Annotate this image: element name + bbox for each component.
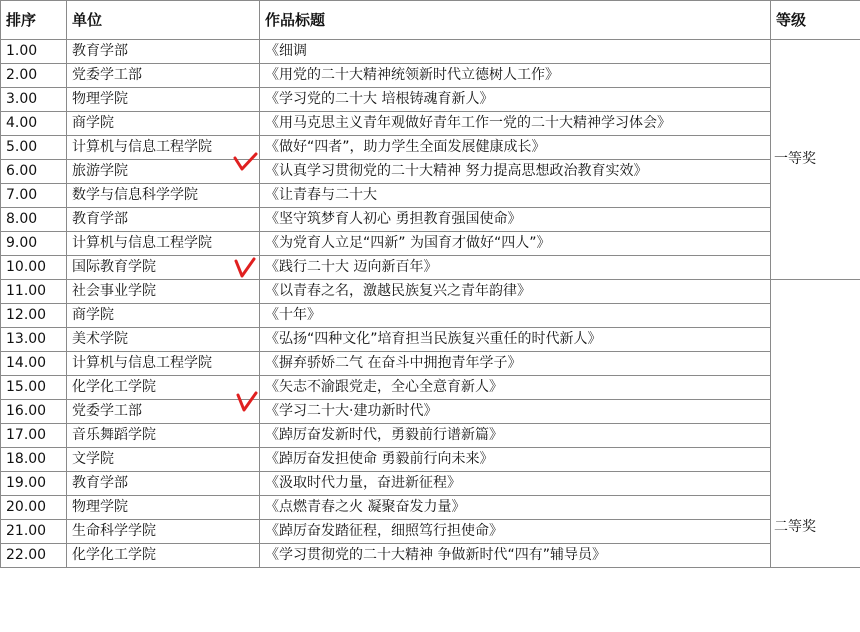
- unit-cell: 数学与信息科学学院: [67, 184, 260, 208]
- grade-first-prize: 一等奖: [771, 40, 860, 280]
- title-cell: 《为党育人立足“四新” 为国育才做好“四人”》: [260, 232, 771, 256]
- title-cell: 《踔厉奋发担使命 勇毅前行向未来》: [260, 448, 771, 472]
- title-cell: 《矢志不渝跟党走，全心全意育新人》: [260, 376, 771, 400]
- header-rank: 排序: [1, 1, 67, 40]
- rank-cell: 5.00: [1, 136, 67, 160]
- unit-cell: 旅游学院: [67, 160, 260, 184]
- unit-cell: 化学化工学院: [67, 544, 260, 568]
- rank-cell: 2.00: [1, 64, 67, 88]
- unit-cell: 商学院: [67, 304, 260, 328]
- unit-cell: 国际教育学院: [67, 256, 260, 280]
- rank-cell: 15.00: [1, 376, 67, 400]
- table-row: [1, 232, 860, 256]
- title-cell: 《弘扬“四种文化”培育担当民族复兴重任的时代新人》: [260, 328, 771, 352]
- header-unit: 单位: [67, 1, 260, 40]
- rank-cell: 13.00: [1, 328, 67, 352]
- unit-cell: 计算机与信息工程学院: [67, 136, 260, 160]
- unit-cell: 教育学部: [67, 208, 260, 232]
- table-row: [1, 376, 860, 400]
- rank-cell: 21.00: [1, 520, 67, 544]
- title-cell: 《学习党的二十大 培根铸魂育新人》: [260, 88, 771, 112]
- unit-cell: 生命科学学院: [67, 520, 260, 544]
- rank-cell: 18.00: [1, 448, 67, 472]
- table-row: [1, 208, 860, 232]
- title-cell: 《让青春与二十大: [260, 184, 771, 208]
- rank-cell: 12.00: [1, 304, 67, 328]
- rank-cell: 17.00: [1, 424, 67, 448]
- unit-cell: 计算机与信息工程学院: [67, 352, 260, 376]
- unit-cell: 化学化工学院: [67, 376, 260, 400]
- unit-cell: 教育学部: [67, 40, 260, 64]
- table-row: [1, 256, 860, 280]
- title-cell: 《细调: [260, 40, 771, 64]
- header-grade: 等级: [771, 1, 860, 40]
- rank-cell: 10.00: [1, 256, 67, 280]
- title-cell: 《认真学习贯彻党的二十大精神 努力提高思想政治教育实效》: [260, 160, 771, 184]
- table-row: [1, 328, 860, 352]
- rank-cell: 4.00: [1, 112, 67, 136]
- table-body: [1, 40, 860, 568]
- rank-cell: 6.00: [1, 160, 67, 184]
- rank-cell: 9.00: [1, 232, 67, 256]
- table-row: [1, 280, 860, 304]
- table-row: [1, 64, 860, 88]
- table-row: [1, 352, 860, 376]
- title-cell: 《践行二十大 迈向新百年》: [260, 256, 771, 280]
- unit-cell: 物理学院: [67, 88, 260, 112]
- unit-cell: 商学院: [67, 112, 260, 136]
- title-cell: 《十年》: [260, 304, 771, 328]
- unit-cell: 美术学院: [67, 328, 260, 352]
- unit-cell: 社会事业学院: [67, 280, 260, 304]
- title-cell: 《踔厉奋发踏征程，细照笃行担使命》: [260, 520, 771, 544]
- unit-cell: 物理学院: [67, 496, 260, 520]
- header-title: 作品标题: [260, 1, 771, 40]
- header-row: [1, 1, 860, 40]
- table-row: [1, 112, 860, 136]
- table-row: [1, 304, 860, 328]
- grade-second-prize: 二等奖: [771, 280, 860, 568]
- unit-cell: 教育学部: [67, 472, 260, 496]
- title-cell: 《摒弃骄娇二气 在奋斗中拥抱青年学子》: [260, 352, 771, 376]
- table-row: [1, 40, 860, 64]
- unit-cell: 党委学工部: [67, 400, 260, 424]
- rank-cell: 22.00: [1, 544, 67, 568]
- title-cell: 《学习贯彻党的二十大精神 争做新时代“四有”辅导员》: [260, 544, 771, 568]
- table-row: [1, 184, 860, 208]
- title-cell: 《点燃青春之火 凝聚奋发力量》: [260, 496, 771, 520]
- unit-cell: 音乐舞蹈学院: [67, 424, 260, 448]
- rank-cell: 8.00: [1, 208, 67, 232]
- unit-cell: 文学院: [67, 448, 260, 472]
- unit-cell: 计算机与信息工程学院: [67, 232, 260, 256]
- table-row: [1, 544, 860, 568]
- table-row: [1, 424, 860, 448]
- table-row: [1, 136, 860, 160]
- title-cell: 《汲取时代力量，奋进新征程》: [260, 472, 771, 496]
- rank-cell: 1.00: [1, 40, 67, 64]
- rank-cell: 20.00: [1, 496, 67, 520]
- table-row: [1, 400, 860, 424]
- table-row: [1, 448, 860, 472]
- table-row: [1, 520, 860, 544]
- rank-cell: 16.00: [1, 400, 67, 424]
- table-row: [1, 472, 860, 496]
- table-row: [1, 160, 860, 184]
- title-cell: 《以青春之名，激越民族复兴之青年韵律》: [260, 280, 771, 304]
- title-cell: 《坚守筑梦育人初心 勇担教育强国使命》: [260, 208, 771, 232]
- title-cell: 《做好“四者”，助力学生全面发展健康成长》: [260, 136, 771, 160]
- rank-cell: 11.00: [1, 280, 67, 304]
- unit-cell: 党委学工部: [67, 64, 260, 88]
- rank-cell: 7.00: [1, 184, 67, 208]
- table-row: [1, 496, 860, 520]
- title-cell: 《踔厉奋发新时代，勇毅前行谱新篇》: [260, 424, 771, 448]
- title-cell: 《学习二十大·建功新时代》: [260, 400, 771, 424]
- table-row: [1, 88, 860, 112]
- title-cell: 《用党的二十大精神统领新时代立德树人工作》: [260, 64, 771, 88]
- rank-cell: 3.00: [1, 88, 67, 112]
- rank-cell: 19.00: [1, 472, 67, 496]
- title-cell: 《用马克思主义青年观做好青年工作一党的二十大精神学习体会》: [260, 112, 771, 136]
- rank-cell: 14.00: [1, 352, 67, 376]
